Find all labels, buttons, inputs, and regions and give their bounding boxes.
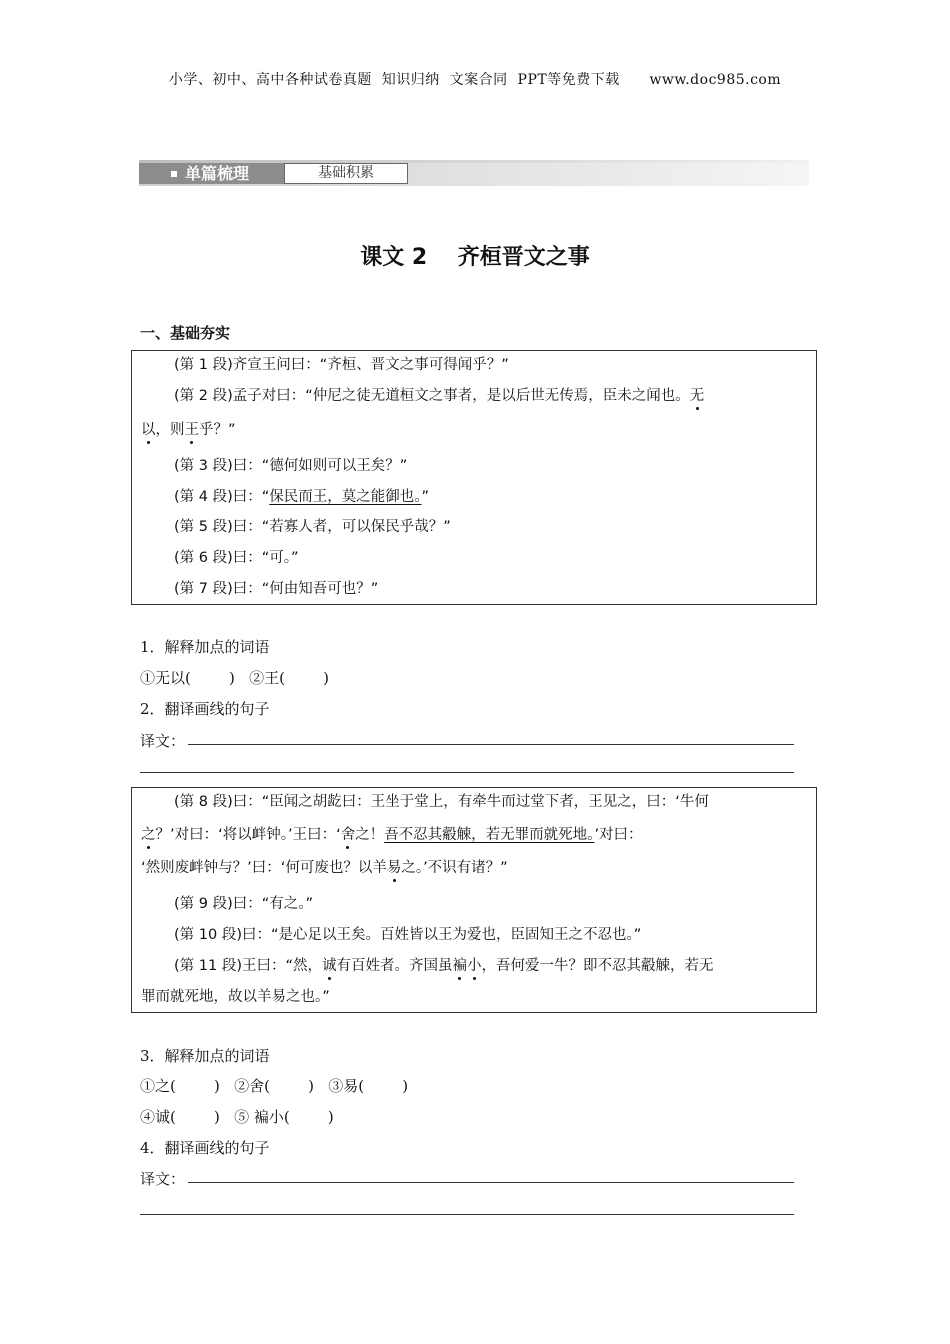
paragraph-text: 曰：“是心足以王矣。百姓皆以王为爱也，臣固知王之不忍也。”	[241, 927, 642, 943]
paragraph-label: (第 8 段)	[174, 794, 233, 810]
paragraph-6	[174, 546, 299, 567]
paragraph-label: (第 4 段)	[174, 489, 233, 505]
paragraph-text: 曰：“何由知吾可也？”	[232, 581, 379, 597]
paragraph-text: 齐宣王问曰：“齐桓、晋文之事可得闻乎？”	[232, 357, 509, 373]
paragraph-label: (第 9 段)	[174, 896, 233, 912]
paragraph-1	[174, 353, 509, 374]
passage-box-2	[131, 787, 817, 1013]
paragraph-label: (第 3 段)	[174, 458, 233, 474]
translation-answer-line[interactable]	[140, 730, 794, 751]
question-1-items: ①无以( ) ②王( )	[140, 669, 330, 687]
paragraph-label: (第 7 段)	[174, 581, 233, 597]
paragraph-text: ？’对曰：‘将以衅钟。’王曰：‘	[155, 827, 341, 843]
paragraph-text: 之。’不识有诸？”	[401, 860, 508, 876]
paragraph-text: ，则	[155, 422, 185, 438]
paragraph-4	[174, 485, 429, 506]
paragraph-text: 有百姓者。齐国虽	[336, 958, 453, 974]
paragraph-text: ”	[421, 489, 430, 505]
dotted-char: 易	[387, 856, 402, 877]
paragraph-8-line-3	[141, 856, 508, 877]
paragraph-text: 曰：“可。”	[232, 550, 299, 566]
question-3-items-a: ①之( ) ②舍( ) ③易( )	[140, 1077, 409, 1095]
question-4: 4．翻译画线的句子	[140, 1139, 270, 1157]
translation-answer-line[interactable]	[140, 1168, 794, 1189]
dotted-char: 小	[467, 954, 482, 975]
paragraph-text: 曰：“德何如则可以王矣？”	[232, 458, 408, 474]
paragraph-label: (第 2 段)	[174, 388, 233, 404]
passage-box-1	[131, 350, 817, 605]
dotted-char: 褊	[453, 954, 468, 975]
section-banner	[139, 160, 809, 186]
paragraph-11-line-2	[141, 985, 330, 1006]
answer-rule	[188, 1182, 794, 1183]
paragraph-label: (第 10 段)	[174, 927, 242, 943]
paragraph-7	[174, 577, 378, 598]
paragraph-9	[174, 892, 313, 913]
paragraph-5	[174, 515, 451, 536]
paragraph-text: 曰：“	[232, 489, 270, 505]
question-2: 2．翻译画线的句子	[140, 700, 270, 718]
paragraph-text: ，吾何爱一牛？即不忍其觳觫，若无	[481, 958, 714, 974]
question-3-items-b: ④诚( ) ⑤ 褊小( )	[140, 1108, 334, 1126]
paragraph-label: (第 6 段)	[174, 550, 233, 566]
translation-label: 译文：	[140, 732, 186, 750]
underlined-sentence: 保民而王，莫之能御也。	[269, 489, 422, 505]
paragraph-label: (第 11 段)	[174, 958, 242, 974]
paragraph-3	[174, 454, 407, 475]
section-heading: 一、基础夯实	[140, 324, 231, 342]
dotted-char: 无	[690, 384, 705, 405]
paragraph-10	[174, 923, 641, 944]
question-1: 1．解释加点的词语	[140, 638, 270, 656]
paragraph-text: ’对曰：	[594, 827, 643, 843]
translation-label: 译文：	[140, 1170, 186, 1188]
paragraph-text: 之！	[355, 827, 385, 843]
underlined-sentence: 吾不忍其觳觫，若无罪而就死地。	[384, 827, 595, 843]
dotted-char: 诚	[322, 954, 337, 975]
paragraph-text: 曰：“有之。”	[232, 896, 314, 912]
paragraph-text: ‘然则废衅钟与？’曰：‘何可废也？以羊	[141, 860, 387, 876]
paragraph-label: (第 1 段)	[174, 357, 233, 373]
paragraph-text: 罪而就死地，故以羊易之也。”	[141, 989, 330, 1005]
paragraph-text: 曰：“臣闻之胡龁曰：王坐于堂上，有牵牛而过堂下者，王见之，曰：‘牛何	[232, 794, 709, 810]
answer-rule	[188, 744, 794, 745]
paragraph-11-line-1	[174, 954, 714, 975]
paragraph-2-line-2	[141, 418, 236, 439]
paragraph-text: 曰：“若寡人者，可以保民乎哉？”	[232, 519, 451, 535]
dotted-char: 之	[141, 823, 156, 844]
paragraph-8-line-2	[141, 823, 643, 844]
paragraph-label: (第 5 段)	[174, 519, 233, 535]
square-bullet-icon	[171, 171, 177, 177]
page-title: 课文 2 齐桓晋文之事	[360, 245, 590, 270]
question-3: 3．解释加点的词语	[140, 1047, 270, 1065]
banner-section-label	[139, 163, 284, 184]
paragraph-text: 王曰：“然，	[241, 958, 322, 974]
dotted-char: 以	[141, 418, 156, 439]
page-header: 小学、初中、高中各种试卷真题 知识归纳 文案合同 PPT等免费下载 www.doc985.com	[168, 72, 782, 88]
paragraph-8-line-1	[174, 790, 709, 811]
dotted-char: 舍	[341, 823, 356, 844]
paragraph-text: 孟子对曰：“仲尼之徒无道桓文之事者，是以后世无传焉，臣未之闻也。	[232, 388, 690, 404]
banner-tab-label: 基础积累	[284, 163, 408, 184]
banner-section-text: 单篇梳理	[185, 164, 250, 183]
answer-rule-2[interactable]	[140, 1214, 794, 1215]
paragraph-2-line-1	[174, 384, 704, 405]
answer-rule-2[interactable]	[140, 772, 794, 773]
paragraph-text: 乎？”	[199, 422, 236, 438]
dotted-char: 王	[185, 418, 200, 439]
